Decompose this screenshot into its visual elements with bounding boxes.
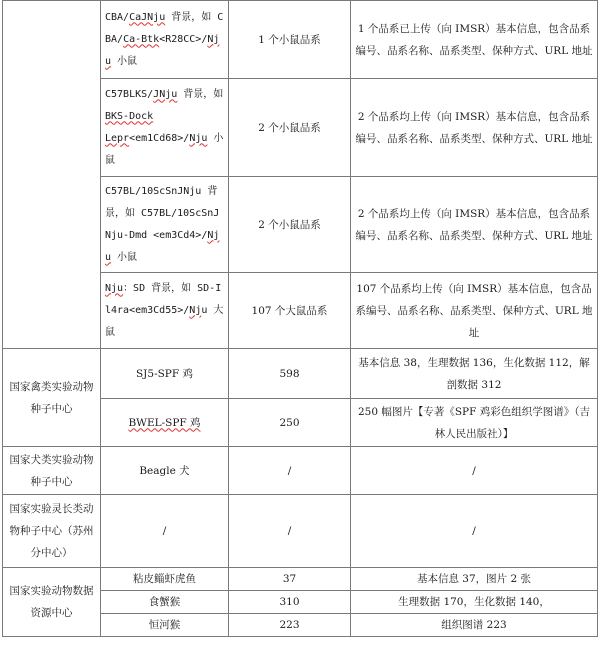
count-cell: 2 个小鼠品系 [229, 177, 351, 273]
table-row [3, 447, 598, 495]
info-cell: 250 幅图片【专著《SPF 鸡彩色组织学图谱》（吉林人民出版社）】 [351, 399, 598, 447]
data-resource-table [2, 0, 598, 637]
info-cell: 2 个品系均上传（向 IMSR）基本信息，包含品系编号、品系名称、品系类型、保种方式、URL 地址 [351, 177, 598, 273]
count-cell: 310 [229, 591, 351, 614]
center-cell: 国家实验灵长类动物种子中心（苏州分中心） [3, 495, 101, 568]
info-cell: 基本信息 37，图片 2 张 [351, 568, 598, 591]
info-cell: / [351, 447, 598, 495]
info-cell: 基本信息 38，生理数据 136，生化数据 112，解剖数据 312 [351, 349, 598, 399]
strain-cell: Nju：SD 背景，如 SD-Il4ra<em3Cd55>/Nju 大鼠 [101, 273, 229, 349]
info-cell: 生理数据 170，生化数据 140， [351, 591, 598, 614]
table-row [3, 568, 598, 591]
strain-cell: Beagle 犬 [101, 447, 229, 495]
strain-cell: BWEL-SPF 鸡 [101, 399, 229, 447]
strain-cell: C57BLKS/JNju 背景，如 BKS-Dock Lepr<em1Cd68>/Nju 小鼠 [101, 79, 229, 177]
strain-cell: C57BL/10ScSnJNju 背景，如 C57BL/10ScSnJNju-Dmd <em3Cd4>/Nju 小鼠 [101, 177, 229, 273]
info-cell: 组织图谱 223 [351, 614, 598, 637]
info-cell: 107 个品系均上传（向 IMSR）基本信息，包含品系编号、品系名称、品系类型、保种方式、URL 地址 [351, 273, 598, 349]
table-row [3, 349, 598, 399]
strain-cell: / [101, 495, 229, 568]
center-cell: 国家犬类实验动物种子中心 [3, 447, 101, 495]
table-row [3, 1, 598, 79]
strain-cell: SJ5-SPF 鸡 [101, 349, 229, 399]
strain-cell: 恒河猴 [101, 614, 229, 637]
strain-cell: 粘皮鲻虾虎鱼 [101, 568, 229, 591]
count-cell: 223 [229, 614, 351, 637]
strain-cell: 食蟹猴 [101, 591, 229, 614]
count-cell: 250 [229, 399, 351, 447]
info-cell: 2 个品系均上传（向 IMSR）基本信息，包含品系编号、品系名称、品系类型、保种方式、URL 地址 [351, 79, 598, 177]
count-cell: 1 个小鼠品系 [229, 1, 351, 79]
info-cell: 1 个品系已上传（向 IMSR）基本信息，包含品系编号、品系名称、品系类型、保种方式、URL 地址 [351, 1, 598, 79]
count-cell: 2 个小鼠品系 [229, 79, 351, 177]
count-cell: 37 [229, 568, 351, 591]
count-cell: / [229, 495, 351, 568]
strain-cell: CBA/CaJNju 背景，如 CBA/Ca-Btk<R28CC>/Nj u 小鼠 [101, 1, 229, 79]
count-cell: 598 [229, 349, 351, 399]
center-cell: 国家禽类实验动物种子中心 [3, 349, 101, 447]
count-cell: 107 个大鼠品系 [229, 273, 351, 349]
count-cell: / [229, 447, 351, 495]
center-cell: 国家实验动物数据资源中心 [3, 568, 101, 637]
center-cell [3, 1, 101, 349]
info-cell: / [351, 495, 598, 568]
table-row [3, 495, 598, 568]
